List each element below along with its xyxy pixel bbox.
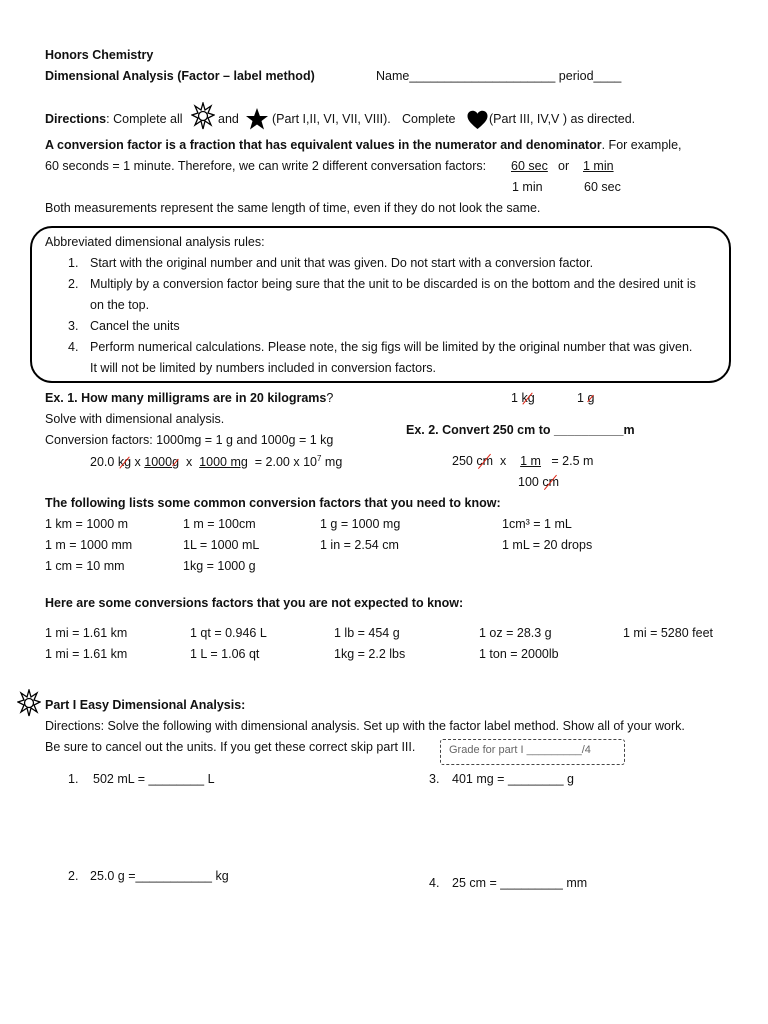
canceled-unit: kg (117, 455, 132, 469)
directions-parts-star: (Part I,II, VI, VII, VIII). (272, 112, 391, 126)
rule-text: Perform numerical calculations. Please note, the sig figs will be limited by the original number that was given. (90, 340, 693, 354)
conversion-factor-definition: A conversion factor is a fraction that has equivalent values in the numerator and denominator. For example, (45, 138, 682, 152)
ex2-title: Ex. 2. Convert 250 cm to __________m (406, 423, 635, 437)
sun-icon (17, 689, 41, 717)
directions-label: Directions (45, 112, 107, 126)
canceled-unit: cm (476, 454, 494, 468)
part1-title: Part I Easy Dimensional Analysis: (45, 698, 246, 712)
problem-text[interactable]: 401 mg = ________ g (452, 772, 574, 786)
factor-or: or (558, 159, 570, 173)
extra-factor: 1 lb = 454 g (334, 626, 400, 640)
problem-number: 4. (429, 876, 440, 890)
known-factor: 1 cm = 10 mm (45, 559, 125, 573)
known-factor: 1cm³ = 1 mL (502, 517, 572, 531)
known-factors-title: The following lists some common conversion factors that you need to know: (45, 496, 501, 510)
rules-title: Abbreviated dimensional analysis rules: (45, 235, 265, 249)
ex1-instructions: Solve with dimensional analysis. (45, 412, 225, 426)
part1-directions-cont: Be sure to cancel out the units. If you get these correct skip part III. (45, 740, 416, 754)
ex1-title: Ex. 1. How many milligrams are in 20 kilograms? (45, 391, 334, 405)
rule-number: 4. (68, 340, 79, 354)
intro-conclusion: Both measurements represent the same length of time, even if they do not look the same. (45, 201, 541, 215)
extra-factors-title: Here are some conversions factors that you are not expected to know: (45, 596, 464, 610)
problem-number: 2. (68, 869, 79, 883)
known-factor: 1L = 1000 mL (183, 538, 260, 552)
part1-directions: Directions: Solve the following with dimensional analysis. Set up with the factor label method. Show all of your work. (45, 719, 685, 733)
extra-factor: 1 qt = 0.946 L (190, 626, 267, 640)
ex1-calculation: 20.0 kg x 1000g x 1000 mg = 2.00 x $10^7$ mg (90, 453, 343, 469)
extra-factor: 1 mi = 5280 feet (623, 626, 713, 640)
extra-factor: 1 oz = 28.3 g (479, 626, 552, 640)
directions-line: Directions: Complete all (45, 112, 183, 126)
canceled-unit: g (172, 455, 180, 469)
name-period-field[interactable]: Name_____________________ period____ (376, 69, 622, 83)
problem-text[interactable]: 25.0 g =___________ kg (90, 869, 229, 883)
problem-number: 3. (429, 772, 440, 786)
star-icon (245, 107, 269, 131)
known-factor: 1 m = 100cm (183, 517, 256, 531)
grade-box[interactable] (440, 739, 625, 765)
known-factor: 1 m = 1000 mm (45, 538, 133, 552)
directions-and: and (218, 112, 239, 126)
rule-number: 2. (68, 277, 79, 291)
rule-number: 1. (68, 256, 79, 270)
ex1-denominator-kg: 1 kg (511, 391, 535, 405)
extra-factor: 1 L = 1.06 qt (190, 647, 260, 661)
extra-factor: 1 mi = 1.61 km (45, 647, 128, 661)
rule-text: Cancel the units (90, 319, 180, 333)
extra-factor: 1kg = 2.2 lbs (334, 647, 406, 661)
factor1-denominator: 1 min (512, 180, 543, 194)
problem-text[interactable]: 25 cm = _________ mm (452, 876, 588, 890)
worksheet-title: Dimensional Analysis (Factor – label method) (45, 69, 315, 83)
rule-text-cont: It will not be limited by numbers included in conversion factors. (90, 361, 436, 375)
ex2-denominator: 100 cm (518, 475, 560, 489)
ex1-denominator-g: 1 g (577, 391, 595, 405)
rule-number: 3. (68, 319, 79, 333)
factor1-numerator: 60 sec (511, 159, 548, 173)
known-factor: 1 km = 1000 m (45, 517, 129, 531)
ex2-calculation: 250 cm x 1 m = 2.5 m (452, 454, 594, 468)
known-factor: 1 g = 1000 mg (320, 517, 401, 531)
problem-number: 1. (68, 772, 79, 786)
known-factor: 1kg = 1000 g (183, 559, 256, 573)
factor2-denominator: 60 sec (584, 180, 621, 194)
ex1-factors: Conversion factors: 1000mg = 1 g and 1000g = 1 kg (45, 433, 334, 447)
grade-label: Grade for part I _________/4 (449, 744, 591, 756)
known-factor: 1 mL = 20 drops (502, 538, 593, 552)
canceled-unit: cm (542, 475, 560, 489)
rule-text-cont: on the top. (90, 298, 150, 312)
problem-text[interactable]: 502 mL = ________ L (93, 772, 215, 786)
factor2-numerator: 1 min (583, 159, 614, 173)
rule-text: Start with the original number and unit that was given. Do not start with a conversion factor. (90, 256, 594, 270)
extra-factor: 1 mi = 1.61 km (45, 626, 128, 640)
directions-parts-heart: (Part III, IV,V ) as directed. (489, 112, 636, 126)
rule-text: Multiply by a conversion factor being sure that the unit to be discarded is on the bottom and the desired unit is (90, 277, 696, 291)
extra-factor: 1 ton = 2000lb (479, 647, 559, 661)
sun-icon (191, 102, 215, 130)
heart-icon (467, 110, 488, 130)
directions-complete: Complete (402, 112, 456, 126)
course-title: Honors Chemistry (45, 48, 154, 62)
intro-example: 60 seconds = 1 minute. Therefore, we can write 2 different conversation factors: (45, 159, 487, 173)
known-factor: 1 in = 2.54 cm (320, 538, 399, 552)
